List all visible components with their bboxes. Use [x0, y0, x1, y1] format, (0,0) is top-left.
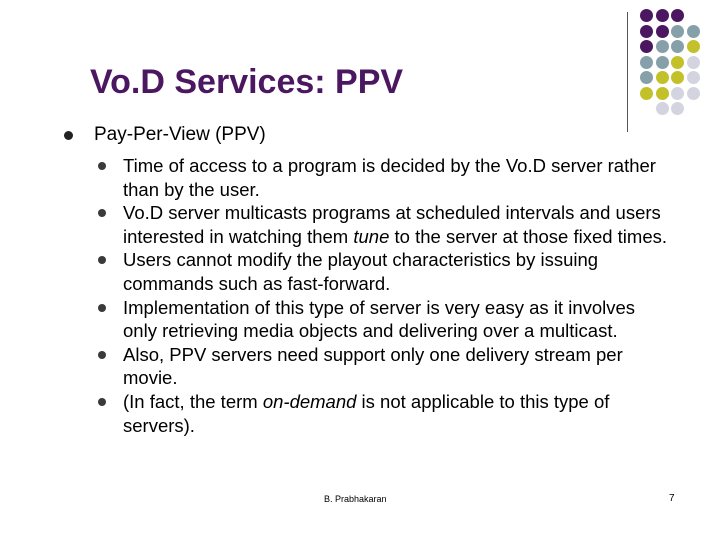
text-run: (In fact, the term [123, 390, 263, 412]
sub-bullet-text [123, 390, 668, 437]
decorative-dot [640, 71, 653, 84]
bullet-dot-icon [98, 209, 106, 217]
decorative-dot [671, 102, 684, 115]
decorative-dot [640, 25, 653, 38]
sub-bullet-text [123, 154, 668, 201]
text-run: is not applicable to this type of servers). [123, 390, 610, 436]
decorative-dot [671, 71, 684, 84]
sub-bullet-text [123, 201, 668, 248]
decorative-dot [671, 40, 684, 53]
decorative-dot [656, 87, 669, 100]
text-run: Vo.D server multicasts programs at scheduled intervals and users interested in watching them [123, 202, 661, 247]
slide-title: Vo.D Services: PPV [90, 63, 404, 101]
decorative-dot [671, 87, 684, 100]
bullet-dot-icon [98, 162, 106, 170]
decorative-dot [656, 56, 669, 69]
decorative-dot [656, 9, 669, 22]
decorative-dot [687, 40, 700, 53]
decorative-dot [640, 87, 653, 100]
text-run: Time of access to a program is decided by the Vo.D server rather than by the user. [123, 155, 656, 200]
decorative-dot [687, 87, 700, 100]
sub-bullet-text [123, 343, 668, 390]
sub-bullet-list [98, 154, 668, 437]
italic-term: on-demand [262, 390, 357, 412]
bullet-dot-icon [64, 131, 73, 140]
footer-author: B. Prabhakaran [324, 494, 387, 504]
decorative-dot-grid [638, 9, 720, 121]
text-run: Users cannot modify the playout characteristics by issuing commands such as fast-forward. [123, 249, 599, 294]
decorative-dot [640, 9, 653, 22]
level1-bullet-text: Pay-Per-View (PPV) [94, 124, 266, 145]
decorative-divider-line [627, 12, 628, 132]
page-number: 7 [669, 493, 675, 504]
decorative-dot [656, 25, 669, 38]
decorative-dot [656, 102, 669, 115]
decorative-dot [671, 25, 684, 38]
text-run: to the server at those fixed times. [389, 225, 668, 247]
decorative-dot [687, 71, 700, 84]
sub-bullet-item [98, 154, 668, 201]
text-run: Implementation of this type of server is very easy as it involves only retrieving media objects and delivering over a multicast. [123, 296, 636, 342]
decorative-dot [687, 56, 700, 69]
decorative-dot [640, 56, 653, 69]
decorative-dot [671, 56, 684, 69]
sub-bullet-item [98, 343, 668, 390]
decorative-dot [656, 40, 669, 53]
decorative-dot [687, 25, 700, 38]
sub-bullet-item [98, 201, 668, 248]
bullet-dot-icon [98, 398, 106, 406]
bullet-dot-icon [98, 304, 106, 312]
decorative-dot [656, 71, 669, 84]
bullet-dot-icon [98, 351, 106, 359]
sub-bullet-item [98, 248, 668, 295]
text-run: Also, PPV servers need support only one delivery stream per movie. [123, 343, 623, 389]
sub-bullet-item [98, 296, 668, 343]
italic-term: tune [353, 225, 390, 247]
sub-bullet-text [123, 296, 668, 343]
decorative-dot [640, 40, 653, 53]
decorative-dot [671, 9, 684, 22]
sub-bullet-item [98, 390, 668, 437]
bullet-dot-icon [98, 256, 106, 264]
sub-bullet-text [123, 248, 668, 295]
